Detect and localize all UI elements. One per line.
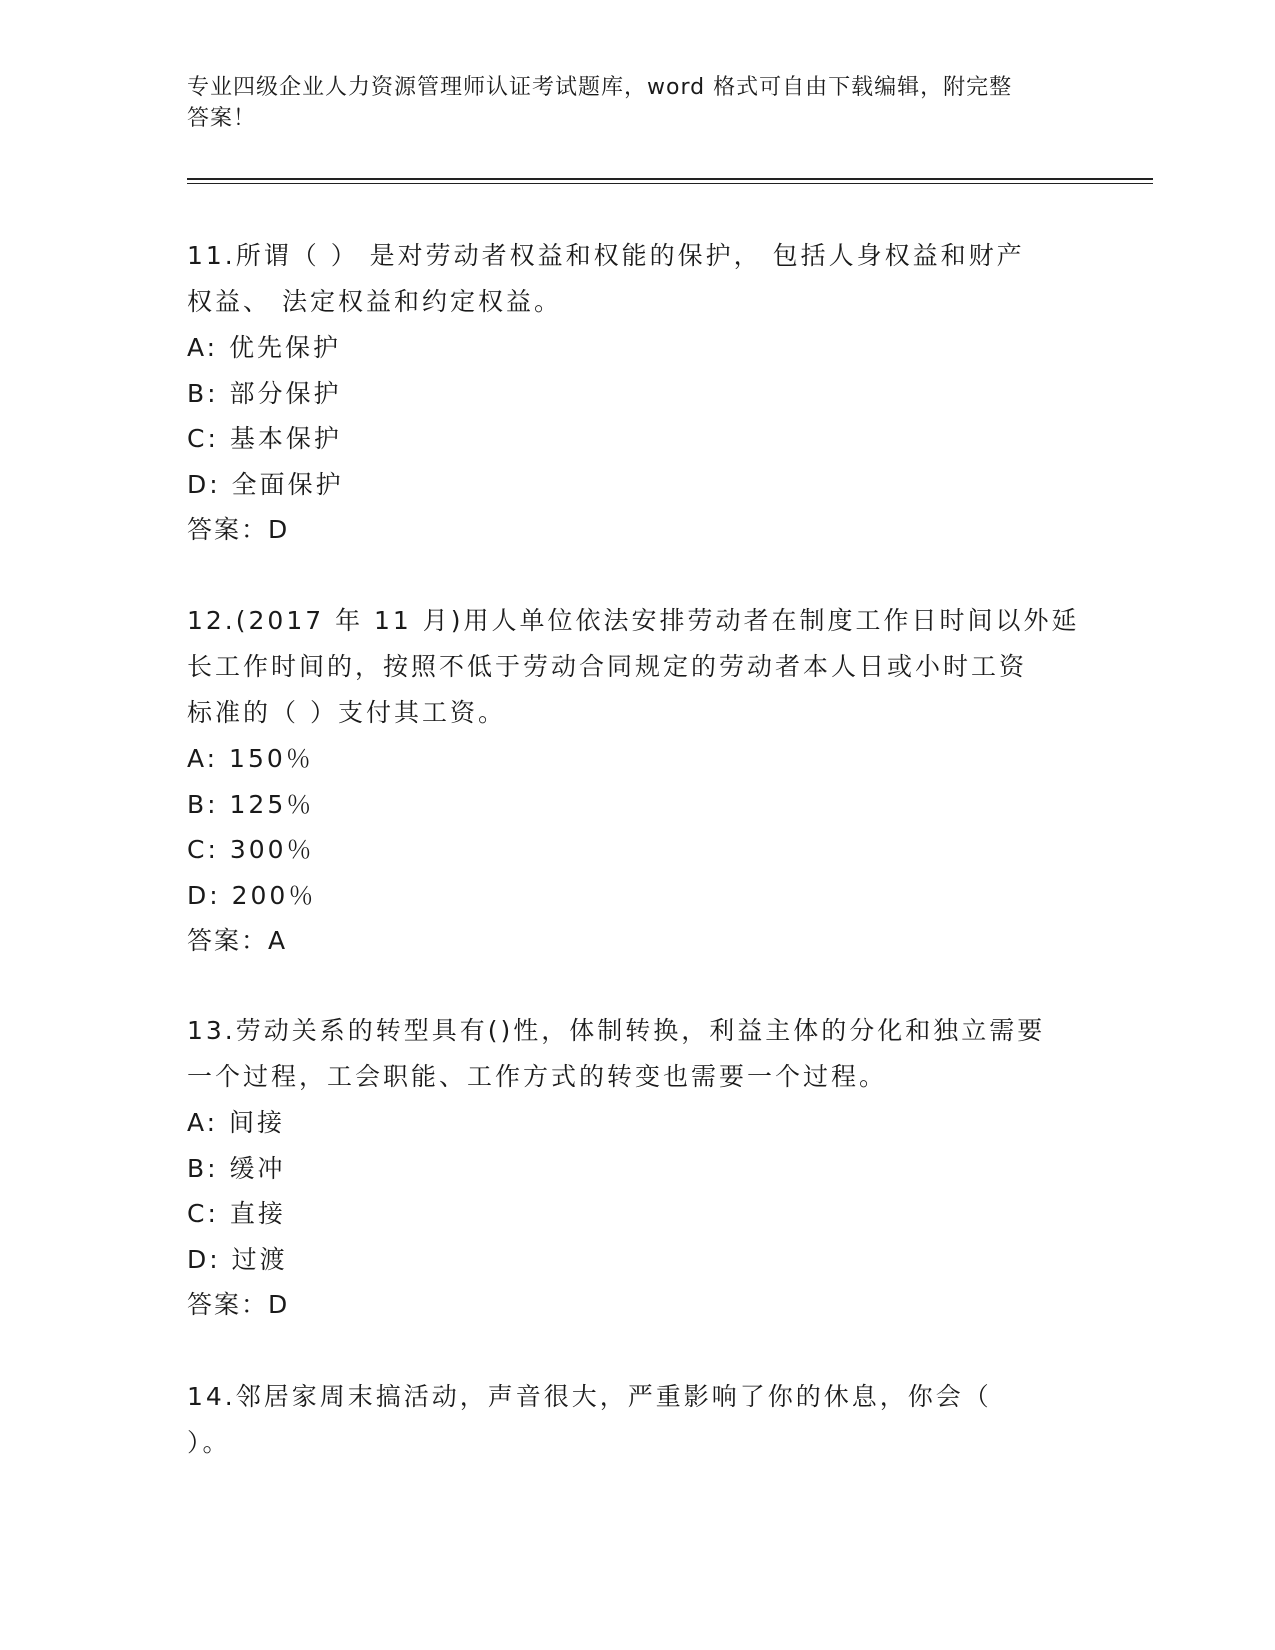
option-c: C: 基本保护 (187, 424, 342, 453)
stem-line: 11.所谓（ ） 是对劳动者权益和权能的保护， 包括人身权益和财产 (187, 241, 1025, 270)
option-d: D: 全面保护 (187, 469, 344, 499)
question-stem (187, 1008, 1087, 1100)
stem-line: 13.劳动关系的转型具有()性，体制转换，利益主体的分化和独立需要 (187, 1016, 1046, 1045)
answer: 答案：D (187, 515, 290, 544)
stem-line: 长工作时间的，按照不低于劳动合同规定的劳动者本人日或小时工资 (187, 652, 1028, 681)
option-c: C: 300％ (187, 835, 315, 864)
question-stem (187, 1374, 1087, 1466)
option-b: B: 125％ (187, 789, 315, 819)
document-header (187, 72, 1087, 134)
question-12 (187, 598, 1087, 964)
header-divider-thin (187, 183, 1153, 184)
option-d: D: 200％ (187, 880, 317, 910)
header-divider-thick (187, 178, 1153, 180)
stem-line: 14.邻居家周末搞活动，声音很大，严重影响了你的休息，你会（ (187, 1382, 992, 1411)
option-b: B: 缓冲 (187, 1153, 286, 1183)
question-14 (187, 1374, 1087, 1466)
question-13 (187, 1008, 1087, 1328)
option-a: A: 150％ (187, 744, 314, 773)
answer: 答案：D (187, 1290, 290, 1319)
option-b: B: 部分保护 (187, 378, 342, 408)
stem-line: 标准的（ ）支付其工资。 (187, 698, 506, 727)
option-a: A: 优先保护 (187, 333, 342, 362)
stem-line: ）。 (187, 1428, 231, 1457)
option-a: A: 间接 (187, 1108, 286, 1137)
question-stem (187, 233, 1087, 325)
stem-line: 权益、 法定权益和约定权益。 (187, 287, 562, 316)
answer: 答案：A (187, 926, 288, 955)
stem-line: 一个过程，工会职能、工作方式的转变也需要一个过程。 (187, 1062, 888, 1091)
option-c: C: 直接 (187, 1199, 286, 1228)
option-d: D: 过渡 (187, 1244, 288, 1274)
question-stem (187, 598, 1087, 736)
question-11 (187, 233, 1087, 553)
stem-line: 12.(2017 年 11 月)用人单位依法安排劳动者在制度工作日时间以外延 (187, 606, 1080, 635)
header-line-1: 专业四级企业人力资源管理师认证考试题库，word 格式可自由下载编辑，附完整 (187, 75, 1013, 100)
header-line-2: 答案！ (187, 106, 257, 131)
